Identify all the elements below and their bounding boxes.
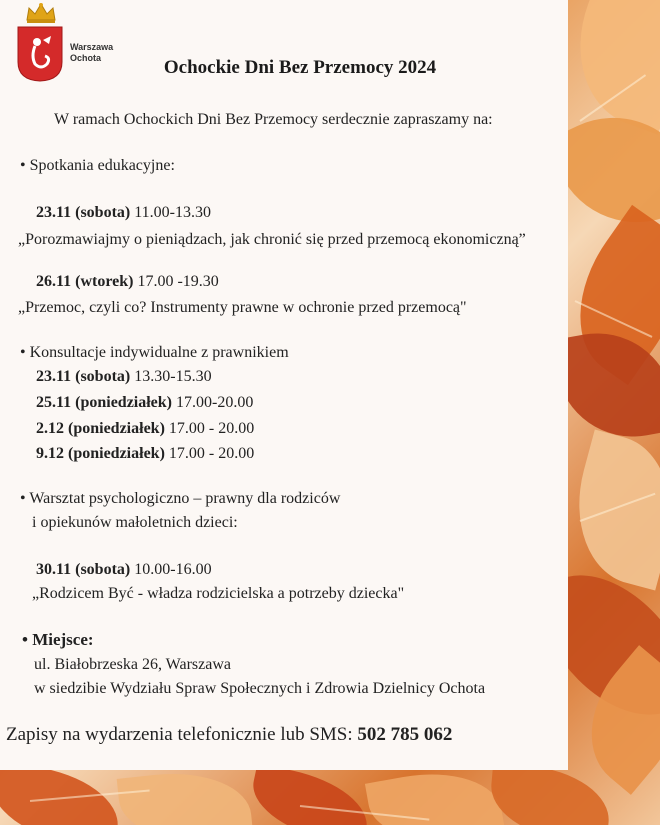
leaf-decoration <box>117 765 254 825</box>
crown-icon <box>25 2 57 24</box>
section-heading: Spotkania edukacyjne: <box>29 157 175 174</box>
leaf-decoration <box>487 763 613 825</box>
consultation-slot <box>36 394 253 412</box>
event-topic: „Rodzicem Być - władza rodzicielska a potrzeby dziecka" <box>32 585 405 602</box>
event-date-time <box>36 561 212 579</box>
intro-text: W ramach Ochockich Dni Bez Przemocy serdecznie zapraszamy na: <box>54 111 493 128</box>
section-workshop <box>20 490 340 508</box>
slot-date: 25.11 (poniedziałek) <box>36 394 173 411</box>
section-place <box>22 630 94 650</box>
event-date: 26.11 (wtorek) <box>36 273 134 290</box>
event-date-time <box>36 273 219 291</box>
event-date-time <box>36 204 211 222</box>
bullet: • <box>20 157 26 174</box>
consultation-slot <box>36 420 254 438</box>
logo-line-1: Warszawa <box>70 42 114 52</box>
logo-line-2: Ochota <box>70 53 102 63</box>
slot-time: 17.00-20.00 <box>172 394 254 411</box>
leaf-decoration <box>245 763 375 825</box>
phone-number[interactable]: 502 785 062 <box>357 724 453 745</box>
section-legal-consultations <box>20 344 289 362</box>
section-heading: Konsultacje indywidualne z prawnikiem <box>29 344 289 361</box>
place-heading: Miejsce: <box>32 630 94 649</box>
registration-text: Zapisy na wydarzenia telefonicznie lub SMS: <box>6 724 358 745</box>
section-heading: Warsztat psychologiczno – prawny dla rodziców <box>29 490 341 507</box>
slot-date: 9.12 (poniedziałek) <box>36 445 165 462</box>
slot-time: 17.00 - 20.00 <box>164 445 255 462</box>
slot-date: 23.11 (sobota) <box>36 368 131 385</box>
event-time: 10.00-16.00 <box>130 561 212 578</box>
bullet: • <box>20 490 26 507</box>
event-time: 17.00 -19.30 <box>133 273 219 290</box>
consultation-slot <box>36 368 212 386</box>
slot-time: 17.00 - 20.00 <box>164 420 255 437</box>
registration-info <box>6 724 452 746</box>
event-date: 23.11 (sobota) <box>36 204 131 221</box>
consultation-slot <box>36 445 254 463</box>
bullet: • <box>22 630 28 649</box>
event-date: 30.11 (sobota) <box>36 561 131 578</box>
place-venue: w siedzibie Wydziału Spraw Społecznych i Zdrowia Dzielnicy Ochota <box>34 680 486 697</box>
page-title: Ochockie Dni Bez Przemocy 2024 <box>163 57 437 78</box>
slot-time: 13.30-15.30 <box>130 368 212 385</box>
place-address: ul. Białobrzeska 26, Warszawa <box>34 656 232 673</box>
bullet: • <box>20 344 26 361</box>
section-educational <box>20 157 175 175</box>
section-heading-line-2: i opiekunów małoletnich dzieci: <box>32 514 238 531</box>
event-topic: „Porozmawiajmy o pieniądzach, jak chronić się przed przemocą ekonomiczną” <box>18 231 526 248</box>
event-time: 11.00-13.30 <box>130 204 211 221</box>
slot-date: 2.12 (poniedziałek) <box>36 420 165 437</box>
event-topic: „Przemoc, czyli co? Instrumenty prawne w ochronie przed przemocą" <box>18 299 467 316</box>
